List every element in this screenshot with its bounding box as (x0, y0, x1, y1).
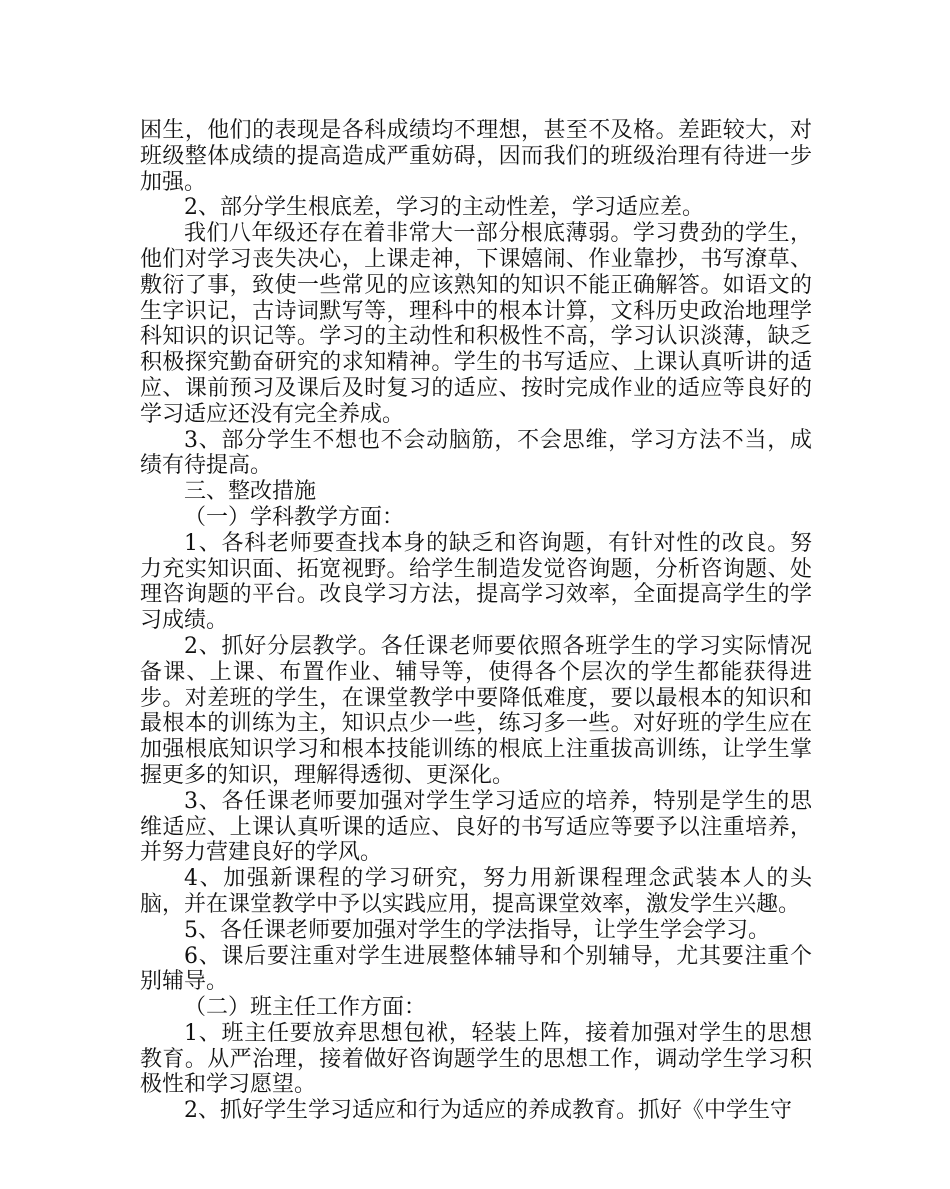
subsection-heading-1: （一）学科教学方面： (184, 504, 405, 530)
paragraph-12: 2、抓好学生学习适应和行为适应的养成教育。抓好《中学生守 (184, 1098, 792, 1124)
paragraph-11: 1、班主任要放弃思想包袱，轻装上阵，接着加强对学生的思想教育。从严治理，接着做好咨询题学生的思想工作，调动学生学习积极性和学习愿望。 (140, 1020, 812, 1098)
paragraph-1: 困生，他们的表现是各科成绩均不理想，甚至不及格。差距较大，对班级整体成绩的提高造成严重妨碍，因而我们的班级治理有待进一步加强。 (140, 118, 812, 195)
paragraph-6: 2、抓好分层教学。各任课老师要依照各班学生的学习实际情况备课、上课、布置作业、辅导等，使得各个层次的学生都能获得进步。对差班的学生，在课堂教学中要降低难度，要以最根本的知识和最根本的训练为主，知识点少一些，练习多一些。对好班的学生应在加强根底知识学习和根本技能训练的根底上注重拔高训练，让学生掌握更多的知识，理解得透彻、更深化。 (140, 633, 812, 788)
paragraph-8: 4、加强新课程的学习研究，努力用新课程理念武装本人的头脑，并在课堂教学中予以实践应用，提高课堂效率，激发学生兴趣。 (140, 866, 812, 917)
paragraph-2: 2、部分学生根底差，学习的主动性差，学习适应差。 (184, 195, 704, 221)
paragraph-5: 1、各科老师要查找本身的缺乏和咨询题，有针对性的改良。努力充实知识面、拓宽视野。给学生制造发觉咨询题，分析咨询题、处理咨询题的平台。改良学习方法，提高学习效率，全面提高学生的学习成绩。 (140, 530, 812, 634)
subsection-heading-2: （二）班主任工作方面： (184, 995, 427, 1021)
document-body (140, 118, 812, 1124)
paragraph-7: 3、各任课老师要加强对学生学习适应的培养，特别是学生的思维适应、上课认真听课的适应、良好的书写适应等要予以注重培养，并努力营建良好的学风。 (140, 788, 812, 866)
paragraph-9: 5、各任课老师要加强对学生的学法指导，让学生学会学习。 (184, 917, 770, 943)
paragraph-10: 6、课后要注重对学生进展整体辅导和个别辅导，尤其要注重个别辅导。 (140, 943, 812, 995)
section-heading-3: 三、整改措施 (184, 479, 317, 505)
paragraph-3: 我们八年级还存在着非常大一部分根底薄弱。学习费劲的学生，他们对学习丧失决心，上课走神，下课嬉闹、作业靠抄，书写潦草、敷衍了事，致使一些常见的应该熟知的知识不能正确解答。如语文的生字识记，古诗词默写等，理科中的根本计算，文科历史政治地理学科知识的识记等。学习的主动性和积极性不高，学习认识淡薄，缺乏积极探究勤奋研究的求知精神。学生的书写适应、上课认真听讲的适应、课前预习及课后及时复习的适应、按时完成作业的适应等良好的学习适应还没有完全养成。 (140, 221, 812, 427)
paragraph-4: 3、部分学生不想也不会动脑筋，不会思维，学习方法不当，成绩有待提高。 (140, 427, 812, 479)
